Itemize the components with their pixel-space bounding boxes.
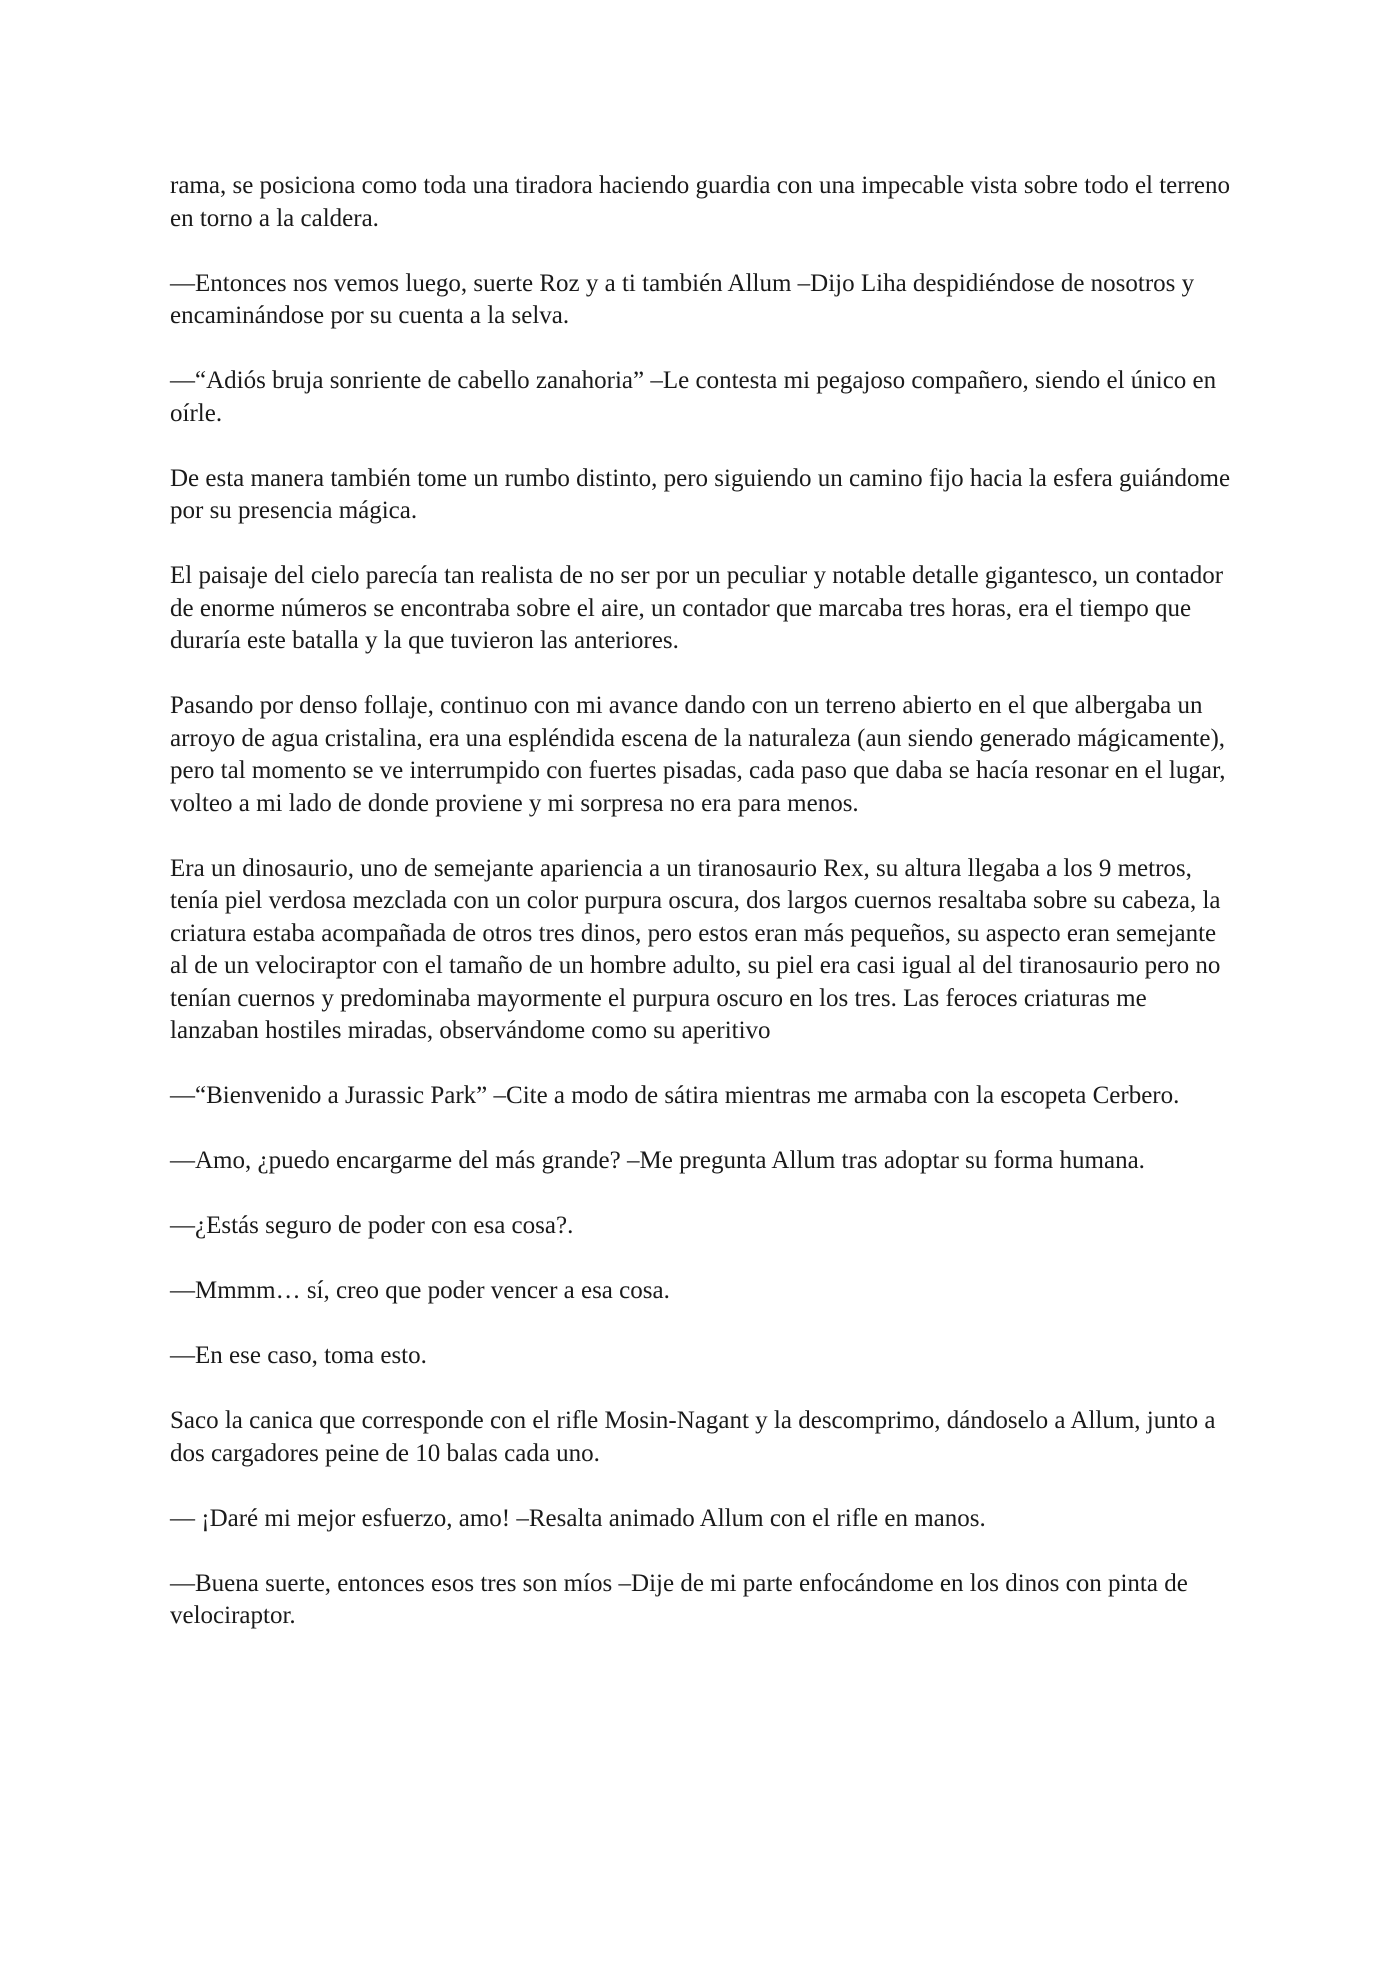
paragraph: —Amo, ¿puedo encargarme del más grande? –Me pregunta Allum tras adoptar su forma humana. [170, 1147, 1145, 1174]
paragraph: rama, se posiciona como toda una tiradora haciendo guardia con una impecable vista sobre todo el terreno en torno a la caldera. [170, 172, 1231, 232]
paragraph: —“Bienvenido a Jurassic Park” –Cite a modo de sátira mientras me armaba con la escopeta Cerbero. [170, 1082, 1180, 1109]
paragraph: —¿Estás seguro de poder con esa cosa?. [170, 1212, 574, 1239]
paragraph: —En ese caso, toma esto. [170, 1342, 427, 1369]
document-body [170, 170, 1232, 1665]
paragraph: —Entonces nos vemos luego, suerte Roz y a ti también Allum –Dijo Liha despidiéndose de nosotros y encaminándose por su cuenta a la selva. [170, 269, 1195, 329]
paragraph: — ¡Daré mi mejor esfuerzo, amo! –Resalta animado Allum con el rifle en manos. [170, 1504, 986, 1532]
paragraph: El paisaje del cielo parecía tan realista de no ser por un peculiar y notable detalle gigantesco, un contador de enorme números se encontraba sobre el aire, un contador que marcaba tres horas, era el tiempo que duraría este batalla y la que tuvieron las anteriores. [170, 562, 1224, 654]
paragraph: —Buena suerte, entonces esos tres son míos –Dije de mi parte enfocándome en los dinos con pinta de velociraptor. [170, 1569, 1188, 1629]
paragraph: —“Adiós bruja sonriente de cabello zanahoria” –Le contesta mi pegajoso compañero, siendo el único en oírle. [170, 367, 1217, 427]
paragraph: De esta manera también tome un rumbo distinto, pero siguiendo un camino fijo hacia la esfera guiándome por su presencia mágica. [170, 464, 1231, 524]
paragraph: Saco la canica que corresponde con el rifle Mosin-Nagant y la descomprimo, dándoselo a Allum, junto a dos cargadores peine de 10 balas cada uno. [170, 1407, 1216, 1467]
paragraph: Pasando por denso follaje, continuo con mi avance dando con un terreno abierto en el que albergaba un arroyo de agua cristalina, era una espléndida escena de la naturaleza (aun siendo generado mágicamente), pero tal momento se ve interrumpido con fuertes pisadas, cada paso que daba se hacía resonar en el lugar, volteo a mi lado de donde proviene y mi sorpresa no era para menos. [170, 692, 1226, 817]
paragraph: —Mmmm… sí, creo que poder vencer a esa cosa. [170, 1277, 670, 1304]
paragraph: Era un dinosaurio, uno de semejante apariencia a un tiranosaurio Rex, su altura llegaba a los 9 metros, tenía piel verdosa mezclada con un color purpura oscura, dos largos cuernos resaltaba sobre su cabeza, la criatura estaba acompañada de otros tres dinos, pero estos eran más pequeños, su aspecto eran semejante al de un velociraptor con el tamaño de un hombre adulto, su piel era casi igual al del tiranosaurio pero no tenían cuernos y predominaba mayormente el purpura oscuro en los tres. Las feroces criaturas me lanzaban hostiles miradas, observándome como su aperitivo [170, 854, 1221, 1044]
